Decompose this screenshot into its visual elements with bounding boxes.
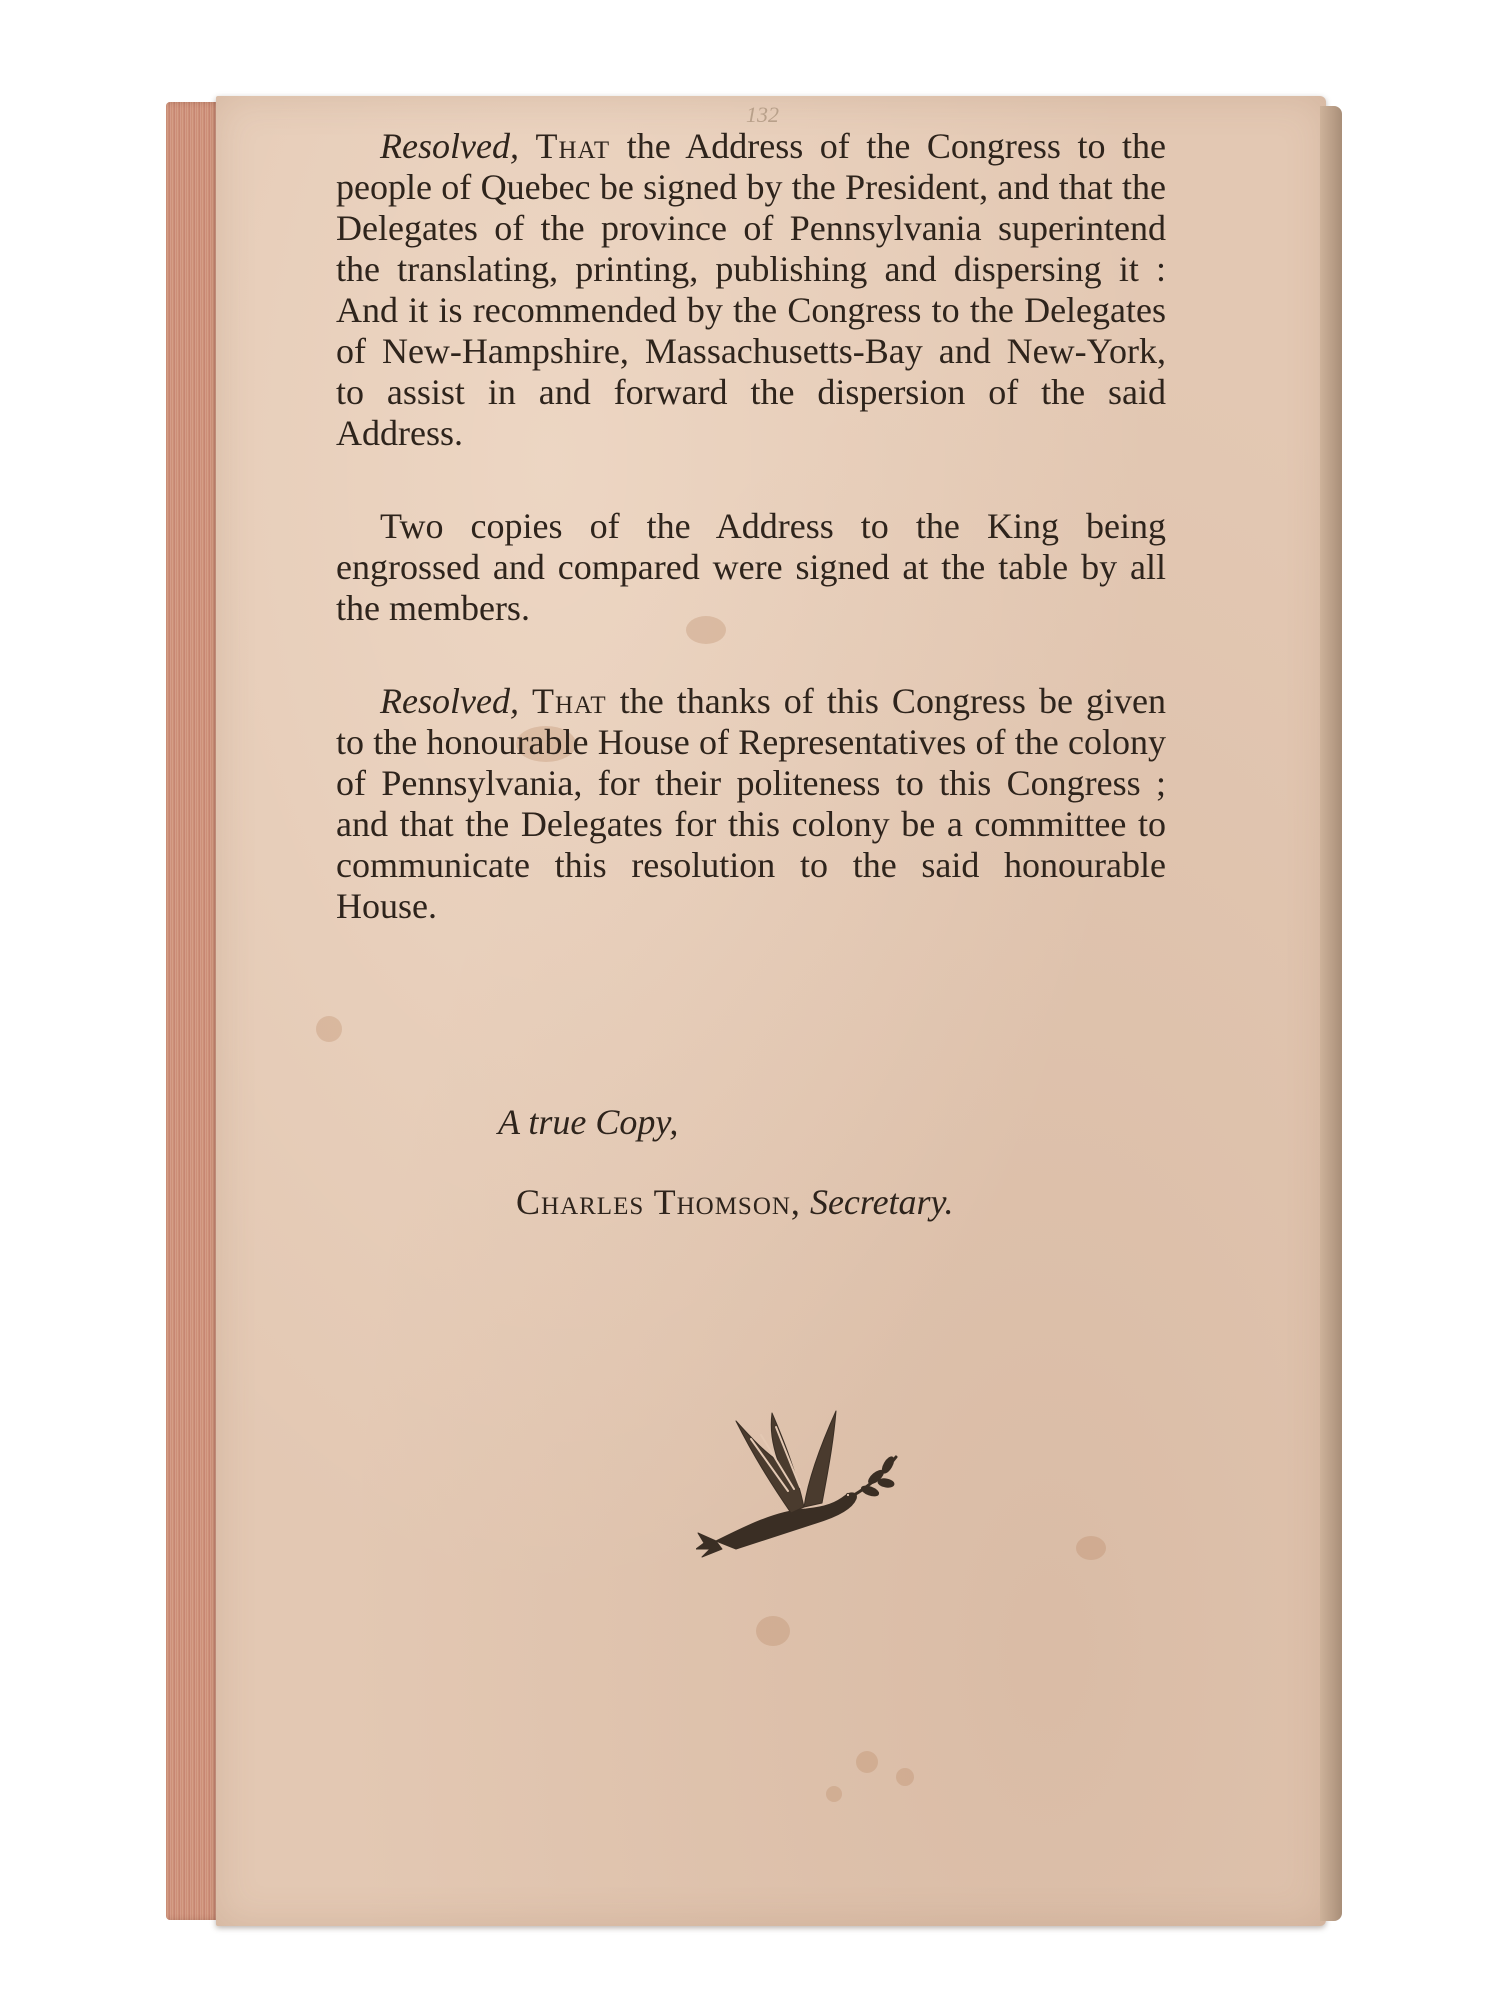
signature-line bbox=[516, 1181, 954, 1223]
paragraph-text: Two copies of the Address to the King being engrossed and compared were signed at the table by all the members. bbox=[336, 506, 1166, 628]
copies-paragraph bbox=[336, 506, 1166, 629]
resolved-label: Resolved, bbox=[380, 126, 519, 166]
dove-ornament-icon bbox=[696, 1391, 906, 1561]
foxing-stain bbox=[1076, 1536, 1106, 1560]
resolved-label: Resolved, bbox=[380, 681, 519, 721]
foxing-stain bbox=[896, 1768, 914, 1786]
signature-title: Secretary. bbox=[809, 1182, 954, 1222]
resolution-paragraph-2 bbox=[336, 681, 1166, 927]
paragraph-text: the thanks of this Congress be given to the honourable House of Representatives of the colony of Pennsylvania, for their politeness to this Congress ; and that the Delegates for this colony be a committee to communicate this resolution to the said honourable House. bbox=[336, 681, 1167, 926]
foxing-stain bbox=[826, 1786, 842, 1802]
that-word: That bbox=[532, 681, 607, 721]
page-right-edge bbox=[1320, 106, 1342, 1921]
document-body bbox=[336, 126, 1166, 927]
pamphlet-page bbox=[166, 96, 1338, 1926]
foxing-stain bbox=[316, 1016, 342, 1042]
that-word: That bbox=[535, 126, 611, 166]
folio-number: 132 bbox=[746, 102, 779, 127]
signature-name: Charles Thomson, bbox=[516, 1182, 801, 1222]
paper-leaf bbox=[216, 96, 1326, 1926]
resolution-paragraph-1 bbox=[336, 126, 1166, 454]
foxing-stain bbox=[756, 1616, 790, 1646]
true-copy-line: A true Copy, bbox=[498, 1102, 679, 1142]
foxing-stain bbox=[856, 1751, 878, 1773]
paragraph-text: the Address of the Congress to the people of Quebec be signed by the President, and that the Delegates of the province of Pennsylvania superintend the translating, printing, publishing and dispersing it : And it is recommended by the Congress to the Delegates of New-Hampshire, Massachusetts-Bay and New-York, to assist in and forward the dispersion of the said Address. bbox=[336, 126, 1167, 453]
